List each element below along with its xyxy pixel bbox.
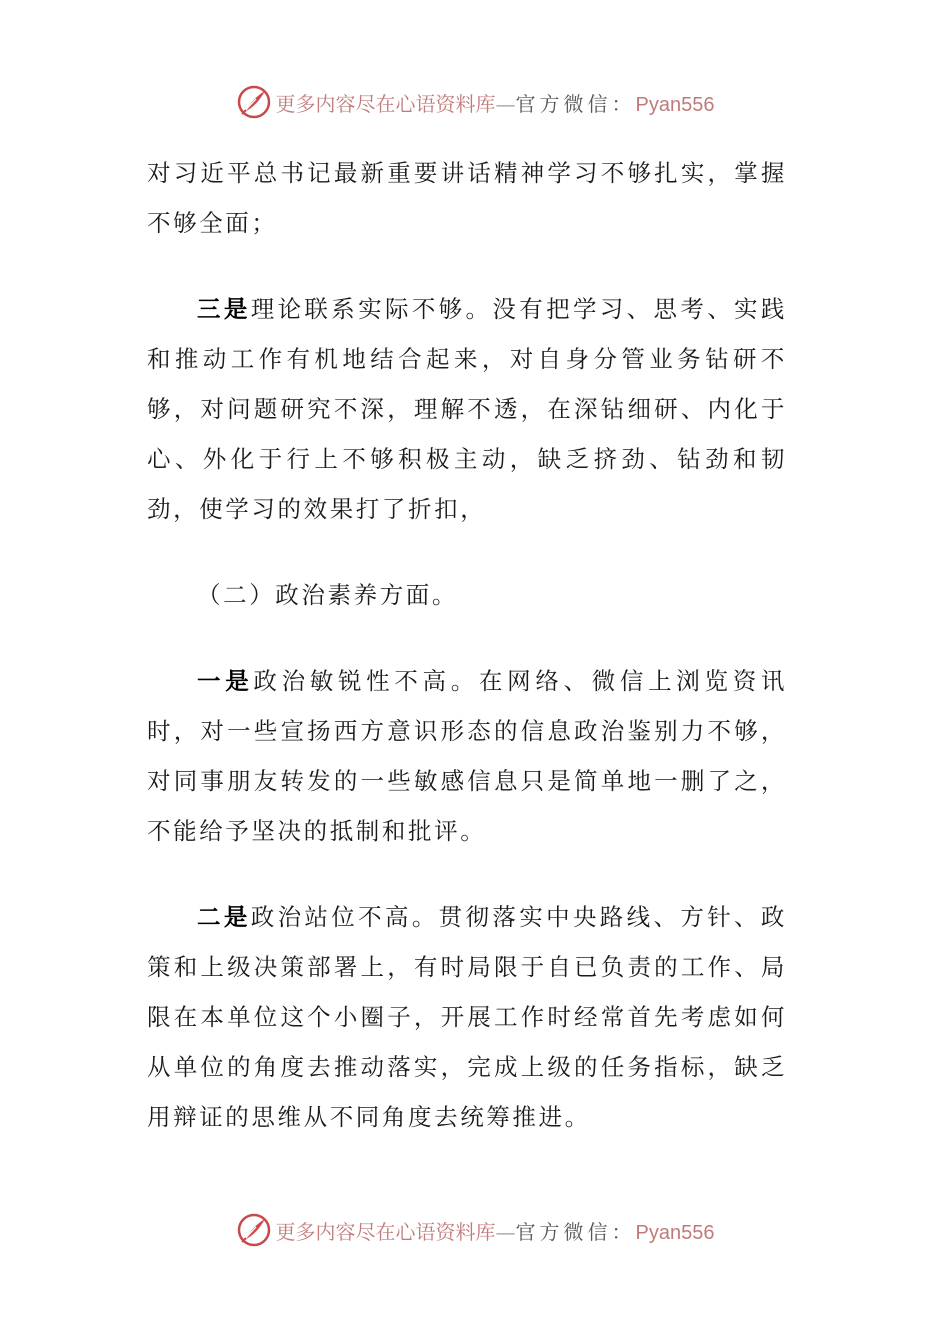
paragraph-continuation: 对习近平总书记最新重要讲话精神学习不够扎实，掌握不够全面；: [147, 159, 787, 237]
header-separator: —: [495, 91, 516, 116]
header-banner-text: [276, 88, 715, 117]
paragraph-point-three-text: 理论联系实际不够。没有把学习、思考、实践和推动工作有机地结合起来，对自身分管业务钻研不够，对问题研究不深，理解不透，在深钻细研、内化于心、外化于行上不够积极主动，缺乏挤劲、钻劲和韧劲，使学习的效果打了折扣，: [147, 295, 788, 523]
quill-logo-icon: [236, 1212, 272, 1248]
quill-logo-icon: [236, 84, 272, 120]
footer-banner-text: [276, 1216, 715, 1245]
paragraph-point-one: [147, 656, 787, 856]
paragraph-point-three: [147, 284, 787, 534]
lead-one: 一是: [197, 667, 254, 695]
footer-wechat-label: 官方微信：: [515, 1219, 636, 1244]
section-heading-political: （二）政治素养方面。: [197, 581, 458, 609]
paragraph-point-two: [147, 892, 787, 1142]
footer-site-name: 更多内容尽在心语资料库: [275, 1219, 496, 1244]
footer-wechat-id: Pyan556: [635, 1221, 715, 1244]
lead-two: 二是: [197, 903, 251, 931]
footer-banner-inner: [236, 1212, 715, 1248]
paragraph-point-two-text: 政治站位不高。贯彻落实中央路线、方针、政策和上级决策部署上，有时局限于自已负责的工作、局限在本单位这个小圈子，开展工作时经常首先考虑如何从单位的角度去推动落实，完成上级的任务指标，缺乏用辩证的思维从不同角度去统筹推进。: [147, 903, 788, 1131]
footer-separator: —: [495, 1219, 516, 1244]
lead-three: 三是: [197, 295, 251, 323]
header-wechat-id: Pyan556: [635, 93, 715, 116]
footer-banner: [0, 1210, 950, 1250]
document-body: [147, 148, 787, 1142]
header-wechat-label: 官方微信：: [515, 91, 636, 116]
header-site-name: 更多内容尽在心语资料库: [275, 91, 496, 116]
header-banner-inner: [236, 84, 715, 120]
paragraph-point-one-text: 政治敏锐性不高。在网络、微信上浏览资讯时，对一些宣扬西方意识形态的信息政治鉴别力不够，对同事朋友转发的一些敏感信息只是简单地一删了之，不能给予坚决的抵制和批评。: [147, 667, 787, 845]
header-banner: [0, 82, 950, 122]
